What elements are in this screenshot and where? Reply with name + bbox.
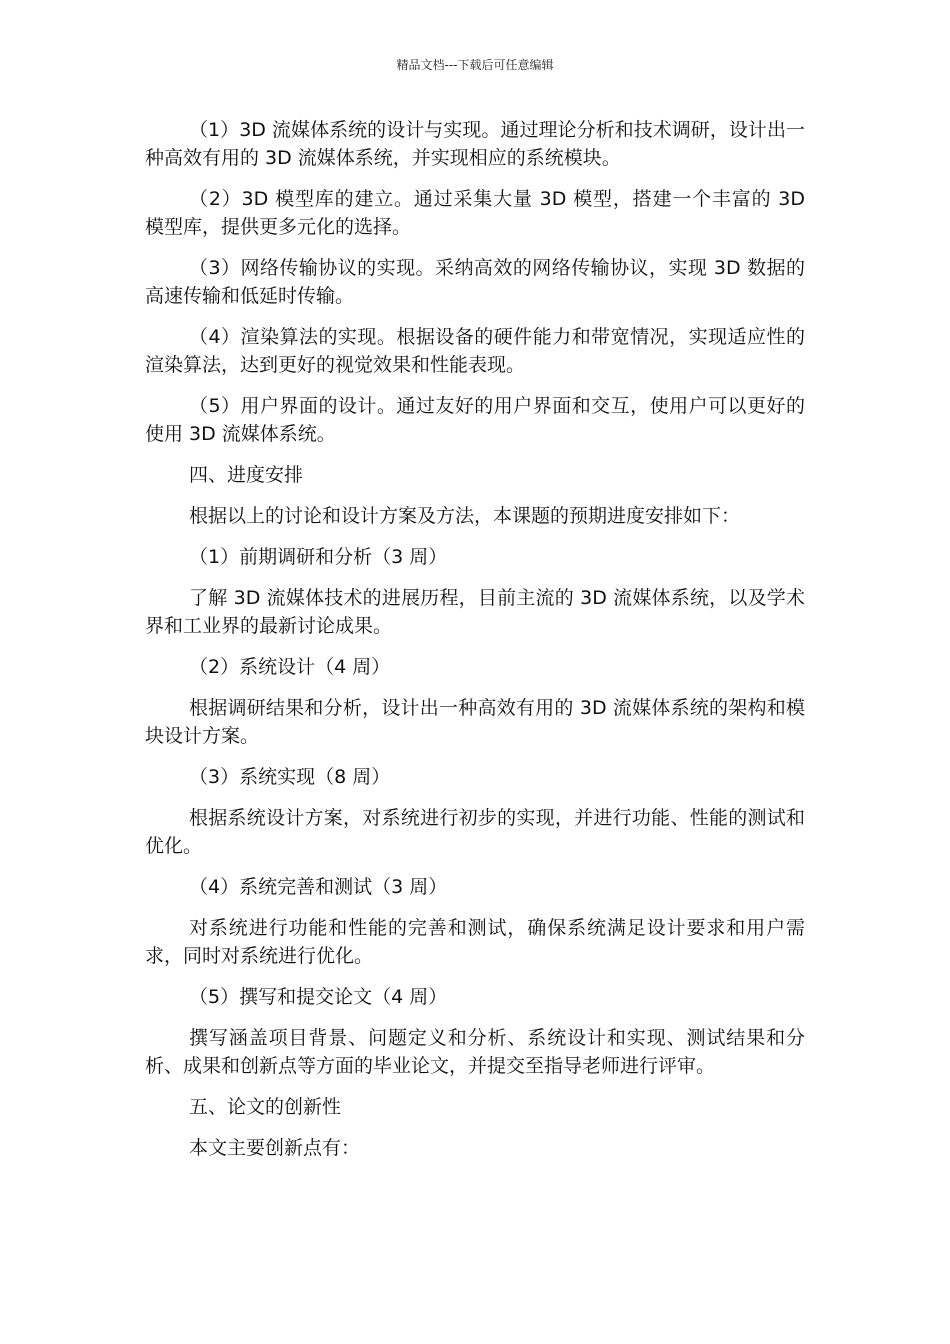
schedule-phase-1-desc: 了解 3D 流媒体技术的进展历程，目前主流的 3D 流媒体系统，以及学术界和工业界的最新讨论成果。 [145, 587, 805, 637]
schedule-intro: 根据以上的讨论和设计方案及方法，本课题的预期进度安排如下： [189, 505, 741, 527]
goal-item-1: （1）3D 流媒体系统的设计与实现。通过理论分析和技术调研，设计出一种高效有用的 3D 流媒体系统，并实现相应的系统模块。 [145, 119, 805, 169]
document-body [145, 116, 805, 1175]
schedule-phase-1-title: （1）前期调研和分析（3 周） [189, 546, 448, 568]
goal-item-5: （5）用户界面的设计。通过友好的用户界面和交互，使用户可以更好的使用 3D 流媒体系统。 [145, 395, 805, 445]
page-header: 精品文档---下载后可任意编辑 [396, 58, 554, 72]
goal-item-2: （2）3D 模型库的建立。通过采集大量 3D 模型，搭建一个丰富的 3D 模型库，提供更多元化的选择。 [145, 188, 805, 238]
schedule-phase-4-desc: 对系统进行功能和性能的完善和测试，确保系统满足设计要求和用户需求，同时对系统进行优化。 [145, 917, 805, 967]
schedule-phase-3-title: （3）系统实现（8 周） [189, 766, 391, 788]
schedule-phase-4-title: （4）系统完善和测试（3 周） [189, 876, 448, 898]
schedule-phase-2-desc: 根据调研结果和分析，设计出一种高效有用的 3D 流媒体系统的架构和模块设计方案。 [145, 697, 805, 747]
goal-item-3: （3）网络传输协议的实现。采纳高效的网络传输协议，实现 3D 数据的高速传输和低延时传输。 [145, 257, 805, 307]
goal-item-4: （4）渲染算法的实现。根据设备的硬件能力和带宽情况，实现适应性的渲染算法，达到更好的视觉效果和性能表现。 [145, 326, 805, 376]
innovation-intro: 本文主要创新点有： [189, 1137, 361, 1159]
schedule-phase-3-desc: 根据系统设计方案，对系统进行初步的实现，并进行功能、性能的测试和优化。 [145, 807, 805, 857]
section-heading-schedule: 四、进度安排 [189, 464, 304, 486]
schedule-phase-5-title: （5）撰写和提交论文（4 周） [189, 986, 448, 1008]
section-heading-innovation: 五、论文的创新性 [189, 1096, 342, 1118]
schedule-phase-2-title: （2）系统设计（4 周） [189, 656, 391, 678]
schedule-phase-5-desc: 撰写涵盖项目背景、问题定义和分析、系统设计和实现、测试结果和分析、成果和创新点等方面的毕业论文，并提交至指导老师进行评审。 [145, 1027, 805, 1077]
